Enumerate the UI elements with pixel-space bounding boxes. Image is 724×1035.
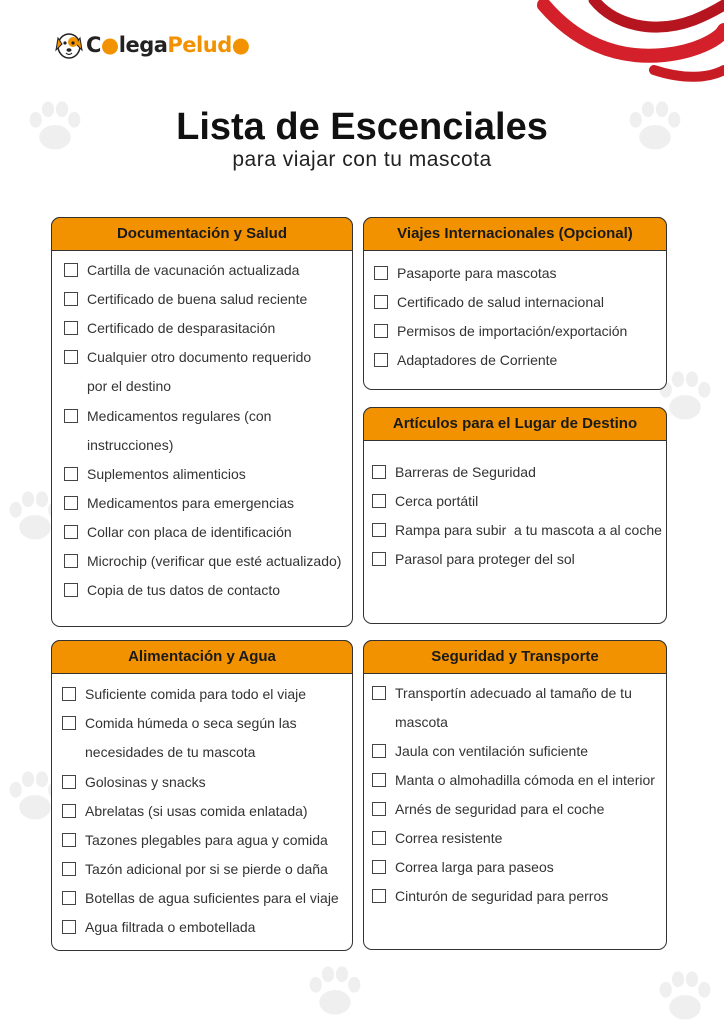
paw-print-icon xyxy=(300,955,370,1025)
paw-print-icon xyxy=(650,960,720,1030)
checklist-item[interactable]: Adaptadores de Corriente xyxy=(374,346,664,375)
checkbox[interactable] xyxy=(372,860,386,874)
card-alimentacion-agua xyxy=(51,640,353,951)
checklist-item[interactable]: Certificado de desparasitación xyxy=(64,314,349,343)
checkbox[interactable] xyxy=(62,920,76,934)
checkbox[interactable] xyxy=(372,552,386,566)
checkbox[interactable] xyxy=(372,465,386,479)
checkbox[interactable] xyxy=(62,775,76,789)
checkbox[interactable] xyxy=(372,494,386,508)
page-title: Lista de Escenciales xyxy=(176,106,548,148)
checklist-item[interactable]: Tazón adicional por si se pierde o daña xyxy=(62,855,352,884)
checkbox[interactable] xyxy=(62,891,76,905)
checklist-item[interactable]: Manta o almohadilla cómoda en el interior xyxy=(372,766,667,795)
checkbox[interactable] xyxy=(374,324,388,338)
checkbox[interactable] xyxy=(374,266,388,280)
checklist-item[interactable]: Copia de tus datos de contacto xyxy=(64,576,349,605)
paw-icon: ● xyxy=(100,33,119,57)
checklist-item[interactable]: Rampa para subir a tu mascota a al coche xyxy=(372,516,667,545)
checkbox[interactable] xyxy=(64,554,78,568)
checkbox[interactable] xyxy=(64,292,78,306)
checklist-item[interactable]: Certificado de salud internacional xyxy=(374,288,664,317)
checkbox[interactable] xyxy=(372,889,386,903)
checklist-item[interactable]: Medicamentos regulares (con instrucciones) xyxy=(64,402,289,460)
card-title: Documentación y Salud xyxy=(51,217,353,251)
checkbox[interactable] xyxy=(64,525,78,539)
checklist-item[interactable]: Abrelatas (si usas comida enlatada) xyxy=(62,797,352,826)
checkbox[interactable] xyxy=(64,409,78,423)
checklist-item[interactable]: Suficiente comida para todo el viaje xyxy=(62,680,352,709)
checkbox[interactable] xyxy=(372,523,386,537)
checkbox[interactable] xyxy=(62,687,76,701)
checklist-item[interactable]: Suplementos alimenticios xyxy=(64,460,349,489)
checklist-item[interactable]: Tazones plegables para agua y comida xyxy=(62,826,352,855)
checklist-item[interactable]: Medicamentos para emergencias xyxy=(64,489,349,518)
page-subtitle: para viajar con tu mascota xyxy=(232,148,492,171)
checklist-item[interactable]: Microchip (verificar que esté actualizado) xyxy=(64,547,354,576)
card-viajes-internacionales xyxy=(363,217,667,390)
checklist-item[interactable]: Comida húmeda o seca según las necesidades de tu mascota xyxy=(62,709,302,767)
card-title: Viajes Internacionales (Opcional) xyxy=(363,217,667,251)
checklist-item[interactable]: Parasol para proteger del sol xyxy=(372,545,667,574)
checkbox[interactable] xyxy=(372,831,386,845)
checklist-item[interactable]: Cualquier otro documento requerido por el destino xyxy=(64,343,322,401)
checkbox[interactable] xyxy=(374,353,388,367)
checkbox[interactable] xyxy=(62,804,76,818)
checklist-item[interactable]: Jaula con ventilación suficiente xyxy=(372,737,667,766)
leash-decoration xyxy=(534,0,724,90)
checkbox[interactable] xyxy=(372,802,386,816)
checklist-item[interactable]: Arnés de seguridad para el coche xyxy=(372,795,667,824)
checkbox[interactable] xyxy=(62,716,76,730)
checkbox[interactable] xyxy=(372,773,386,787)
checkbox[interactable] xyxy=(64,263,78,277)
checkbox[interactable] xyxy=(64,467,78,481)
checklist-item[interactable]: Permisos de importación/exportación xyxy=(374,317,664,346)
card-title: Artículos para el Lugar de Destino xyxy=(363,407,667,441)
checklist-item[interactable]: Agua filtrada o embotellada xyxy=(62,913,352,942)
dog-logo-icon xyxy=(54,28,84,62)
checklist-item[interactable]: Correa resistente xyxy=(372,824,667,853)
checkbox[interactable] xyxy=(64,496,78,510)
checklist-item[interactable]: Pasaporte para mascotas xyxy=(374,259,664,288)
checkbox[interactable] xyxy=(372,744,386,758)
card-title: Alimentación y Agua xyxy=(51,640,353,674)
checklist-item[interactable]: Cerca portátil xyxy=(372,487,667,516)
checklist-item[interactable]: Correa larga para paseos xyxy=(372,853,667,882)
brand-name: C●legaPelud● xyxy=(86,33,250,57)
paw-icon: ● xyxy=(231,33,250,57)
checklist-item[interactable]: Barreras de Seguridad xyxy=(372,458,667,487)
card-documentacion-salud xyxy=(51,217,353,627)
checkbox[interactable] xyxy=(372,686,386,700)
checkbox[interactable] xyxy=(64,350,78,364)
checklist-item[interactable]: Transportín adecuado al tamaño de tu mascota xyxy=(372,679,640,737)
checkbox[interactable] xyxy=(62,833,76,847)
checklist-item[interactable]: Golosinas y snacks xyxy=(62,768,352,797)
card-articulos-destino xyxy=(363,407,667,624)
checkbox[interactable] xyxy=(64,583,78,597)
checkbox[interactable] xyxy=(374,295,388,309)
card-title: Seguridad y Transporte xyxy=(363,640,667,674)
checklist-item[interactable]: Certificado de buena salud reciente xyxy=(64,285,349,314)
brand-logo xyxy=(54,28,250,62)
checklist-item[interactable]: Cartilla de vacunación actualizada xyxy=(64,256,349,285)
checklist-item[interactable]: Cinturón de seguridad para perros xyxy=(372,882,667,911)
checklist-item[interactable]: Botellas de agua suficientes para el viaje xyxy=(62,884,352,913)
checklist-item[interactable]: Collar con placa de identificación xyxy=(64,518,349,547)
checkbox[interactable] xyxy=(64,321,78,335)
checkbox[interactable] xyxy=(62,862,76,876)
card-seguridad-transporte xyxy=(363,640,667,950)
